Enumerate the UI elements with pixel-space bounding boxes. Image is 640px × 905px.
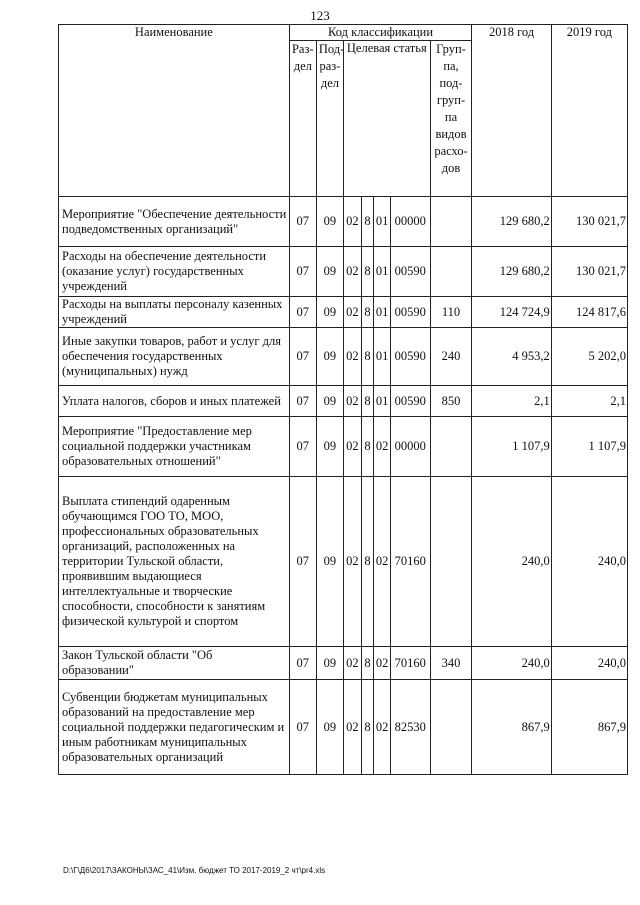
value-2018-cell: 1 107,9 — [472, 417, 551, 477]
podrazdel-cell: 09 — [316, 328, 343, 386]
program-cell: 02 — [344, 247, 362, 297]
budget-table — [58, 24, 628, 775]
subprogram-cell: 8 — [361, 477, 374, 647]
podrazdel-cell: 09 — [316, 197, 343, 247]
group-cell: 340 — [430, 647, 472, 680]
podrazdel-cell: 09 — [316, 680, 343, 775]
value-2019-cell: 240,0 — [551, 647, 627, 680]
row-name: Иные закупки товаров, работ и услуг для обеспечения государственных (муниципальных) нужд — [59, 328, 290, 386]
value-2019-cell: 1 107,9 — [551, 417, 627, 477]
program-cell: 02 — [344, 647, 362, 680]
group-cell — [430, 197, 472, 247]
direction-cell: 00590 — [390, 328, 430, 386]
value-2018-cell: 129 680,2 — [472, 197, 551, 247]
value-2018-cell: 867,9 — [472, 680, 551, 775]
event-cell: 02 — [374, 680, 391, 775]
program-cell: 02 — [344, 417, 362, 477]
row-name: Расходы на выплаты персоналу казенных учреждений — [59, 297, 290, 328]
event-cell: 01 — [374, 328, 391, 386]
header-2019: 2019 год — [551, 25, 627, 197]
subprogram-cell: 8 — [361, 297, 374, 328]
header-group: Груп-па, под-груп-па видов расхо-дов — [430, 41, 472, 197]
razdel-cell: 07 — [289, 197, 316, 247]
event-cell: 01 — [374, 197, 391, 247]
row-name: Мероприятие "Обеспечение деятельности подведомственных организаций" — [59, 197, 290, 247]
value-2019-cell: 130 021,7 — [551, 247, 627, 297]
group-cell — [430, 477, 472, 647]
podrazdel-cell: 09 — [316, 297, 343, 328]
row-name: Расходы на обеспечение деятельности (оказание услуг) государственных учреждений — [59, 247, 290, 297]
subprogram-cell: 8 — [361, 417, 374, 477]
direction-cell: 70160 — [390, 647, 430, 680]
value-2018-cell: 124 724,9 — [472, 297, 551, 328]
group-cell — [430, 247, 472, 297]
program-cell: 02 — [344, 197, 362, 247]
razdel-cell: 07 — [289, 477, 316, 647]
table-row — [59, 328, 628, 386]
event-cell: 02 — [374, 417, 391, 477]
value-2019-cell: 5 202,0 — [551, 328, 627, 386]
razdel-cell: 07 — [289, 297, 316, 328]
podrazdel-cell: 09 — [316, 417, 343, 477]
subprogram-cell: 8 — [361, 680, 374, 775]
file-path: D:\Г\Д6\2017\ЗАКОНЫ\ЗАС_41\Изм. бюджет ТО 2017-2019_2 чт\pr4.xls — [63, 866, 326, 875]
razdel-cell: 07 — [289, 647, 316, 680]
value-2018-cell: 129 680,2 — [472, 247, 551, 297]
program-cell: 02 — [344, 297, 362, 328]
subprogram-cell: 8 — [361, 647, 374, 680]
program-cell: 02 — [344, 477, 362, 647]
program-cell: 02 — [344, 328, 362, 386]
event-cell: 02 — [374, 477, 391, 647]
value-2019-cell: 124 817,6 — [551, 297, 627, 328]
value-2018-cell: 240,0 — [472, 477, 551, 647]
direction-cell: 00590 — [390, 247, 430, 297]
value-2018-cell: 4 953,2 — [472, 328, 551, 386]
page-number: 123 — [310, 8, 330, 23]
event-cell: 01 — [374, 297, 391, 328]
direction-cell: 00590 — [390, 386, 430, 417]
podrazdel-cell: 09 — [316, 477, 343, 647]
subprogram-cell: 8 — [361, 197, 374, 247]
direction-cell: 00000 — [390, 197, 430, 247]
header-2018: 2018 год — [472, 25, 551, 197]
table-row — [59, 477, 628, 647]
group-cell — [430, 417, 472, 477]
row-name: Мероприятие "Предоставление мер социальной поддержки участникам образовательных отношений" — [59, 417, 290, 477]
value-2018-cell: 2,1 — [472, 386, 551, 417]
program-cell: 02 — [344, 386, 362, 417]
row-name: Уплата налогов, сборов и иных платежей — [59, 386, 290, 417]
razdel-cell: 07 — [289, 328, 316, 386]
razdel-cell: 07 — [289, 386, 316, 417]
table-row — [59, 680, 628, 775]
header-target: Целевая статья — [344, 41, 431, 197]
group-cell: 850 — [430, 386, 472, 417]
row-name: Закон Тульской области "Об образовании" — [59, 647, 290, 680]
subprogram-cell: 8 — [361, 328, 374, 386]
razdel-cell: 07 — [289, 680, 316, 775]
header-name: Наименование — [59, 25, 290, 197]
table-row — [59, 647, 628, 680]
podrazdel-cell: 09 — [316, 247, 343, 297]
subprogram-cell: 8 — [361, 247, 374, 297]
value-2019-cell: 240,0 — [551, 477, 627, 647]
table-row — [59, 197, 628, 247]
table-row — [59, 297, 628, 328]
group-cell: 110 — [430, 297, 472, 328]
value-2018-cell: 240,0 — [472, 647, 551, 680]
podrazdel-cell: 09 — [316, 386, 343, 417]
subprogram-cell: 8 — [361, 386, 374, 417]
event-cell: 02 — [374, 647, 391, 680]
table-row — [59, 417, 628, 477]
table-row — [59, 247, 628, 297]
razdel-cell: 07 — [289, 417, 316, 477]
direction-cell: 00590 — [390, 297, 430, 328]
direction-cell: 00000 — [390, 417, 430, 477]
group-cell: 240 — [430, 328, 472, 386]
program-cell: 02 — [344, 680, 362, 775]
header-razdel: Раз-дел — [289, 41, 316, 197]
header-code: Код классификации — [289, 25, 472, 41]
row-name: Выплата стипендий одаренным обучающимся ГОО ТО, МОО, профессиональных образовательных организаций, расположенных на территории Тульской области, проявившим выдающиеся интеллектуальные и творческие способности, способности к занятиям физической культурой и спортом — [59, 477, 290, 647]
podrazdel-cell: 09 — [316, 647, 343, 680]
razdel-cell: 07 — [289, 247, 316, 297]
value-2019-cell: 2,1 — [551, 386, 627, 417]
event-cell: 01 — [374, 247, 391, 297]
group-cell — [430, 680, 472, 775]
event-cell: 01 — [374, 386, 391, 417]
value-2019-cell: 867,9 — [551, 680, 627, 775]
value-2019-cell: 130 021,7 — [551, 197, 627, 247]
table-row — [59, 386, 628, 417]
direction-cell: 70160 — [390, 477, 430, 647]
direction-cell: 82530 — [390, 680, 430, 775]
row-name: Субвенции бюджетам муниципальных образований на предоставление мер социальной поддержки педагогическим и иным работникам муниципальных образовательных организаций — [59, 680, 290, 775]
header-podrazdel: Под-раз-дел — [316, 41, 343, 197]
